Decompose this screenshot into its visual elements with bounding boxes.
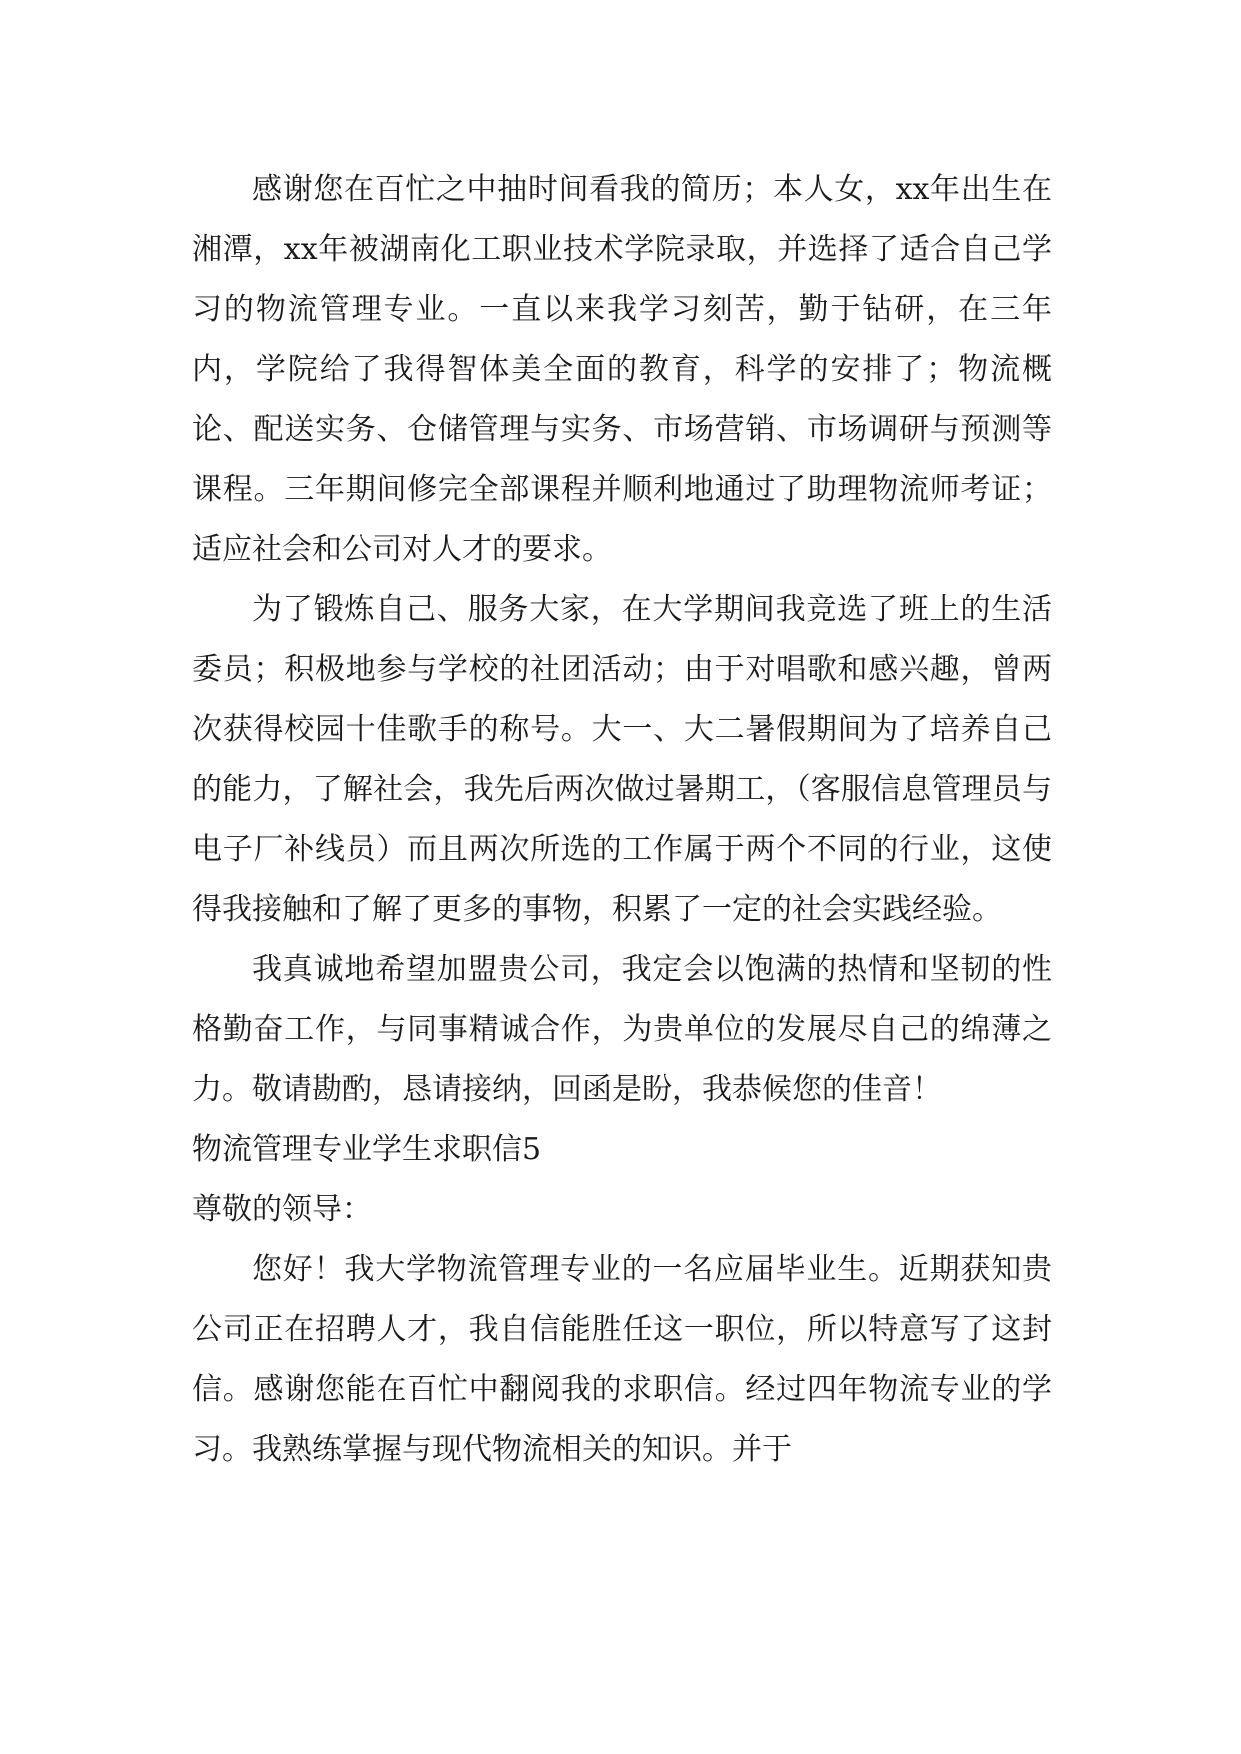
salutation: 尊敬的领导： [192, 1192, 372, 1227]
paragraph-greeting: 您好！我大学物流管理专业的一名应届毕业生。近期获知贵公司正在招聘人才，我自信能胜任这一职位，所以特意写了这封信。感谢您能在百忙中翻阅我的求职信。经过四年物流专业的学习。我熟练掌握与现代物流相关的知识。并于 [192, 1252, 1052, 1467]
paragraph-intro: 感谢您在百忙之中抽时间看我的简历；本人女，xx年出生在湘潭，xx年被湖南化工职业技术学院录取，并选择了适合自己学习的物流管理专业。一直以来我学习刻苦，勤于钻研，在三年内，学院给了我得智体美全面的教育，科学的安排了；物流概论、配送实务、仓储管理与实务、市场营销、市场调研与预测等课程。三年期间修完全部课程并顺利地通过了助理物流师考证；适应社会和公司对人才的要求。 [192, 172, 1052, 567]
document-body [192, 160, 1052, 1480]
paragraph-activities: 为了锻炼自己、服务大家，在大学期间我竞选了班上的生活委员；积极地参与学校的社团活动；由于对唱歌和感兴趣，曾两次获得校园十佳歌手的称号。大一、大二暑假期间为了培养自己的能力，了解社会，我先后两次做过暑期工，（客服信息管理员与电子厂补线员）而且两次所选的工作属于两个不同的行业，这使得我接触和了解了更多的事物，积累了一定的社会实践经验。 [192, 592, 1052, 927]
section-title: 物流管理专业学生求职信5 [192, 1132, 542, 1167]
paragraph-closing: 我真诚地希望加盟贵公司，我定会以饱满的热情和坚韧的性格勤奋工作，与同事精诚合作，为贵单位的发展尽自己的绵薄之力。敬请勘酌，恳请接纳，回函是盼，我恭候您的佳音！ [192, 952, 1052, 1107]
